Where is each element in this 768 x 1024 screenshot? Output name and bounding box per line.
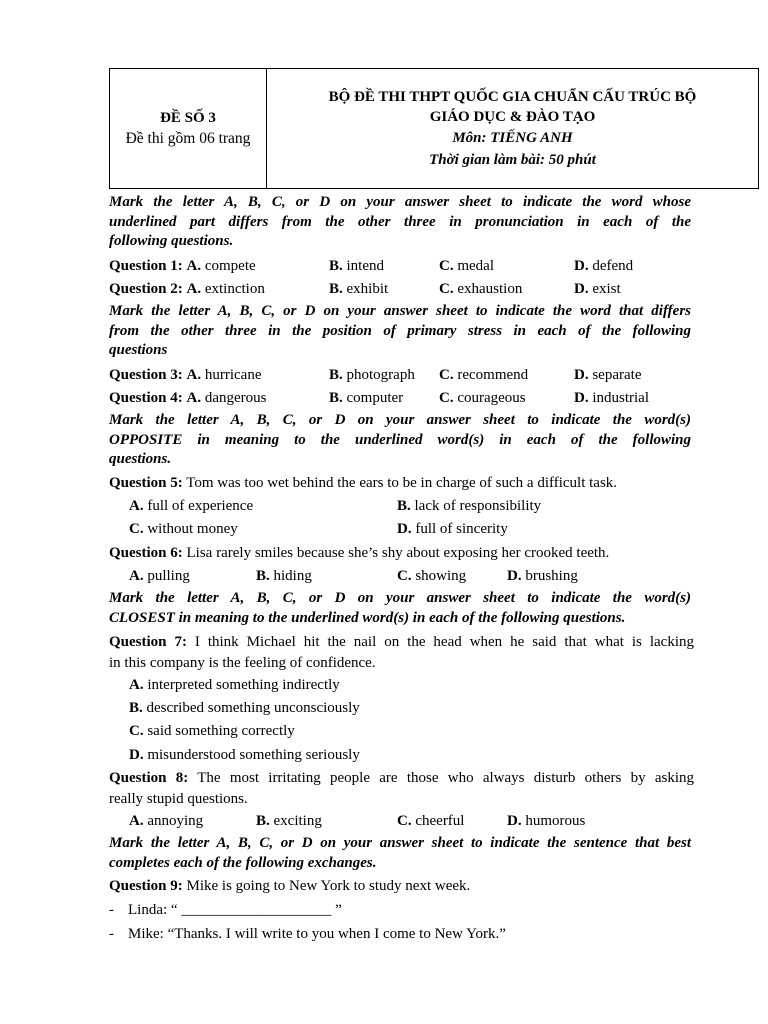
option-letter: B. xyxy=(329,367,343,383)
question-text-cont: in this company is the feeling of confidence. xyxy=(109,654,376,671)
option-a: annoying xyxy=(147,813,204,829)
option-letter: A. xyxy=(129,498,144,514)
exam-code: ĐỀ SỐ 3 xyxy=(160,109,216,126)
instruction-line: Mark the letter A, B, C, or D on your answer sheet to indicate the word(s) xyxy=(109,412,691,428)
option-letter: B. xyxy=(329,390,343,406)
instruction-stress xyxy=(109,302,691,361)
question-9 xyxy=(109,876,470,896)
option-letter: D. xyxy=(574,281,589,297)
option-d: brushing xyxy=(525,568,578,584)
option-letter: C. xyxy=(397,568,412,584)
option-letter: C. xyxy=(439,390,454,406)
option-c: showing xyxy=(415,568,467,584)
option-c: recommend xyxy=(457,367,529,383)
option-letter: D. xyxy=(574,367,589,383)
option-b: intend xyxy=(346,258,385,274)
option-letter: A. xyxy=(186,258,202,274)
option-letter: D. xyxy=(574,258,589,274)
dialog-dash-2: - xyxy=(109,926,114,942)
question-1-option-d xyxy=(574,256,633,276)
option-c: said something correctly xyxy=(147,723,295,739)
exam-time: Thời gian làm bài: 50 phút xyxy=(429,151,596,168)
option-c: cheerful xyxy=(415,813,465,829)
option-letter: B. xyxy=(329,281,343,297)
question-6 xyxy=(109,543,609,563)
option-letter: C. xyxy=(439,281,454,297)
option-c: exhaustion xyxy=(457,281,523,297)
question-4-option-b xyxy=(329,388,403,408)
option-a: hurricane xyxy=(204,367,262,383)
option-d: humorous xyxy=(525,813,586,829)
option-d: full of sincerity xyxy=(415,521,508,537)
question-4 xyxy=(109,388,267,408)
question-text: The most irritating people are those who always disturb others by asking xyxy=(197,770,694,786)
dialog-dash-1: - xyxy=(109,902,114,918)
exam-title-line1: BỘ ĐỀ THI THPT QUỐC GIA CHUẨN CẤU TRÚC BỘ xyxy=(328,88,697,105)
question-8-option-b xyxy=(256,811,322,831)
instruction-line: questions xyxy=(109,342,168,358)
question-text-cont: really stupid questions. xyxy=(109,790,248,807)
question-3 xyxy=(109,365,262,385)
instruction-exchanges xyxy=(109,834,691,873)
option-letter: A. xyxy=(186,367,202,383)
option-letter: A. xyxy=(186,390,202,406)
instruction-line: CLOSEST in meaning to the underlined word(s) in each of the following questions. xyxy=(109,609,626,626)
instruction-line: completes each of the following exchanges. xyxy=(109,854,377,871)
question-8-option-d xyxy=(507,811,585,831)
option-a: pulling xyxy=(147,568,190,584)
question-7 xyxy=(109,632,694,673)
instruction-line: OPPOSITE in meaning to the underlined word(s) in each of the following xyxy=(109,431,691,448)
option-b: described something unconsciously xyxy=(146,700,360,716)
question-label: Question 8: xyxy=(109,770,189,786)
exam-code-cell xyxy=(110,69,267,188)
option-b: photograph xyxy=(346,367,415,383)
question-label: Question 6: xyxy=(109,545,183,561)
option-letter: D. xyxy=(574,390,589,406)
question-2-option-b xyxy=(329,279,388,299)
question-2-option-d xyxy=(574,279,621,299)
option-b: lack of responsibility xyxy=(414,498,542,514)
instruction-line: Mark the letter A, B, C, or D on your answer sheet to indicate the word(s) xyxy=(109,590,691,606)
question-6-option-b xyxy=(256,566,312,586)
question-text: Tom was too wet behind the ears to be in charge of such a difficult task. xyxy=(186,475,618,491)
question-5-option-d xyxy=(397,519,508,539)
question-5-option-b xyxy=(397,496,541,516)
option-letter: C. xyxy=(439,367,454,383)
option-a: dangerous xyxy=(204,390,267,406)
option-b: hiding xyxy=(273,568,312,584)
option-letter: B. xyxy=(129,700,143,716)
option-d: industrial xyxy=(592,390,650,406)
option-letter: C. xyxy=(129,521,144,537)
instruction-opposite xyxy=(109,411,691,470)
instruction-line: following questions. xyxy=(109,233,234,249)
question-7-option-d xyxy=(129,745,360,765)
question-5 xyxy=(109,473,617,493)
option-a: interpreted something indirectly xyxy=(147,677,340,693)
question-4-option-c xyxy=(439,388,526,408)
option-b: exciting xyxy=(273,813,322,829)
option-a: full of experience xyxy=(147,498,254,514)
instruction-line: Mark the letter A, B, C, or D on your answer sheet to indicate the word whose xyxy=(109,194,691,210)
option-letter: B. xyxy=(397,498,411,514)
dialog-line-linda: Linda: “ ____________________ ” xyxy=(128,902,342,918)
question-6-option-a xyxy=(129,566,190,586)
question-label: Question 1: xyxy=(109,258,183,274)
question-1-option-b xyxy=(329,256,384,276)
option-letter: B. xyxy=(329,258,343,274)
question-label: Question 4: xyxy=(109,390,183,406)
question-3-option-d xyxy=(574,365,641,385)
question-7-option-a xyxy=(129,675,340,695)
option-c: without money xyxy=(147,521,238,537)
option-letter: C. xyxy=(129,723,144,739)
instruction-line: questions. xyxy=(109,451,172,467)
page-count: Đề thi gồm 06 trang xyxy=(125,129,251,147)
dialog-line-mike: Mike: “Thanks. I will write to you when I come to New York.” xyxy=(128,926,506,942)
question-text: Lisa rarely smiles because she’s shy about exposing her crooked teeth. xyxy=(186,545,610,561)
question-label: Question 5: xyxy=(109,475,183,491)
question-1 xyxy=(109,256,256,276)
question-label: Question 3: xyxy=(109,367,183,383)
instruction-line: from the other three in the position of primary stress in each of the following xyxy=(109,322,691,339)
question-2 xyxy=(109,279,265,299)
option-letter: A. xyxy=(129,568,144,584)
option-d: exist xyxy=(592,281,621,297)
question-2-option-c xyxy=(439,279,522,299)
option-d: misunderstood something seriously xyxy=(147,747,360,763)
option-letter: D. xyxy=(507,813,522,829)
question-7-option-b xyxy=(129,698,360,718)
question-5-option-c xyxy=(129,519,238,539)
instruction-pronunciation xyxy=(109,193,691,252)
option-letter: A. xyxy=(129,813,144,829)
option-c: medal xyxy=(457,258,494,274)
question-5-option-a xyxy=(129,496,253,516)
question-text: I think Michael hit the nail on the head when he said that what is lacking xyxy=(194,634,694,650)
instruction-line: Mark the letter A, B, C, or D on your answer sheet to indicate the sentence that best xyxy=(109,835,691,851)
question-8-option-c xyxy=(397,811,464,831)
exam-title-line2: GIÁO DỤC & ĐÀO TẠO xyxy=(429,108,596,125)
option-letter: D. xyxy=(397,521,412,537)
option-letter: D. xyxy=(129,747,144,763)
option-d: defend xyxy=(592,258,634,274)
question-7-option-c xyxy=(129,721,295,741)
option-b: exhibit xyxy=(346,281,389,297)
question-6-option-c xyxy=(397,566,466,586)
question-text: Mike is going to New York to study next week. xyxy=(186,878,471,894)
option-letter: B. xyxy=(256,813,270,829)
exam-header-box xyxy=(109,68,759,189)
question-3-option-c xyxy=(439,365,528,385)
question-8-option-a xyxy=(129,811,203,831)
instruction-line: underlined part differs from the other three in pronunciation in each of the xyxy=(109,213,691,230)
question-label: Question 2: xyxy=(109,281,183,297)
option-b: computer xyxy=(346,390,404,406)
question-4-option-d xyxy=(574,388,649,408)
question-6-option-d xyxy=(507,566,578,586)
instruction-closest xyxy=(109,589,691,628)
option-letter: C. xyxy=(397,813,412,829)
option-letter: A. xyxy=(186,281,202,297)
instruction-line: Mark the letter A, B, C, or D on your answer sheet to indicate the word that differs xyxy=(109,303,691,319)
option-d: separate xyxy=(592,367,642,383)
option-a: extinction xyxy=(204,281,265,297)
option-letter: C. xyxy=(439,258,454,274)
question-3-option-b xyxy=(329,365,415,385)
option-c: courageous xyxy=(457,390,526,406)
option-a: compete xyxy=(204,258,256,274)
exam-title-cell xyxy=(267,69,758,188)
exam-subject: Môn: TIẾNG ANH xyxy=(452,129,573,146)
option-letter: B. xyxy=(256,568,270,584)
question-8 xyxy=(109,768,694,809)
question-label: Question 7: xyxy=(109,634,187,650)
option-letter: A. xyxy=(129,677,144,693)
question-label: Question 9: xyxy=(109,878,183,894)
option-letter: D. xyxy=(507,568,522,584)
question-1-option-c xyxy=(439,256,494,276)
